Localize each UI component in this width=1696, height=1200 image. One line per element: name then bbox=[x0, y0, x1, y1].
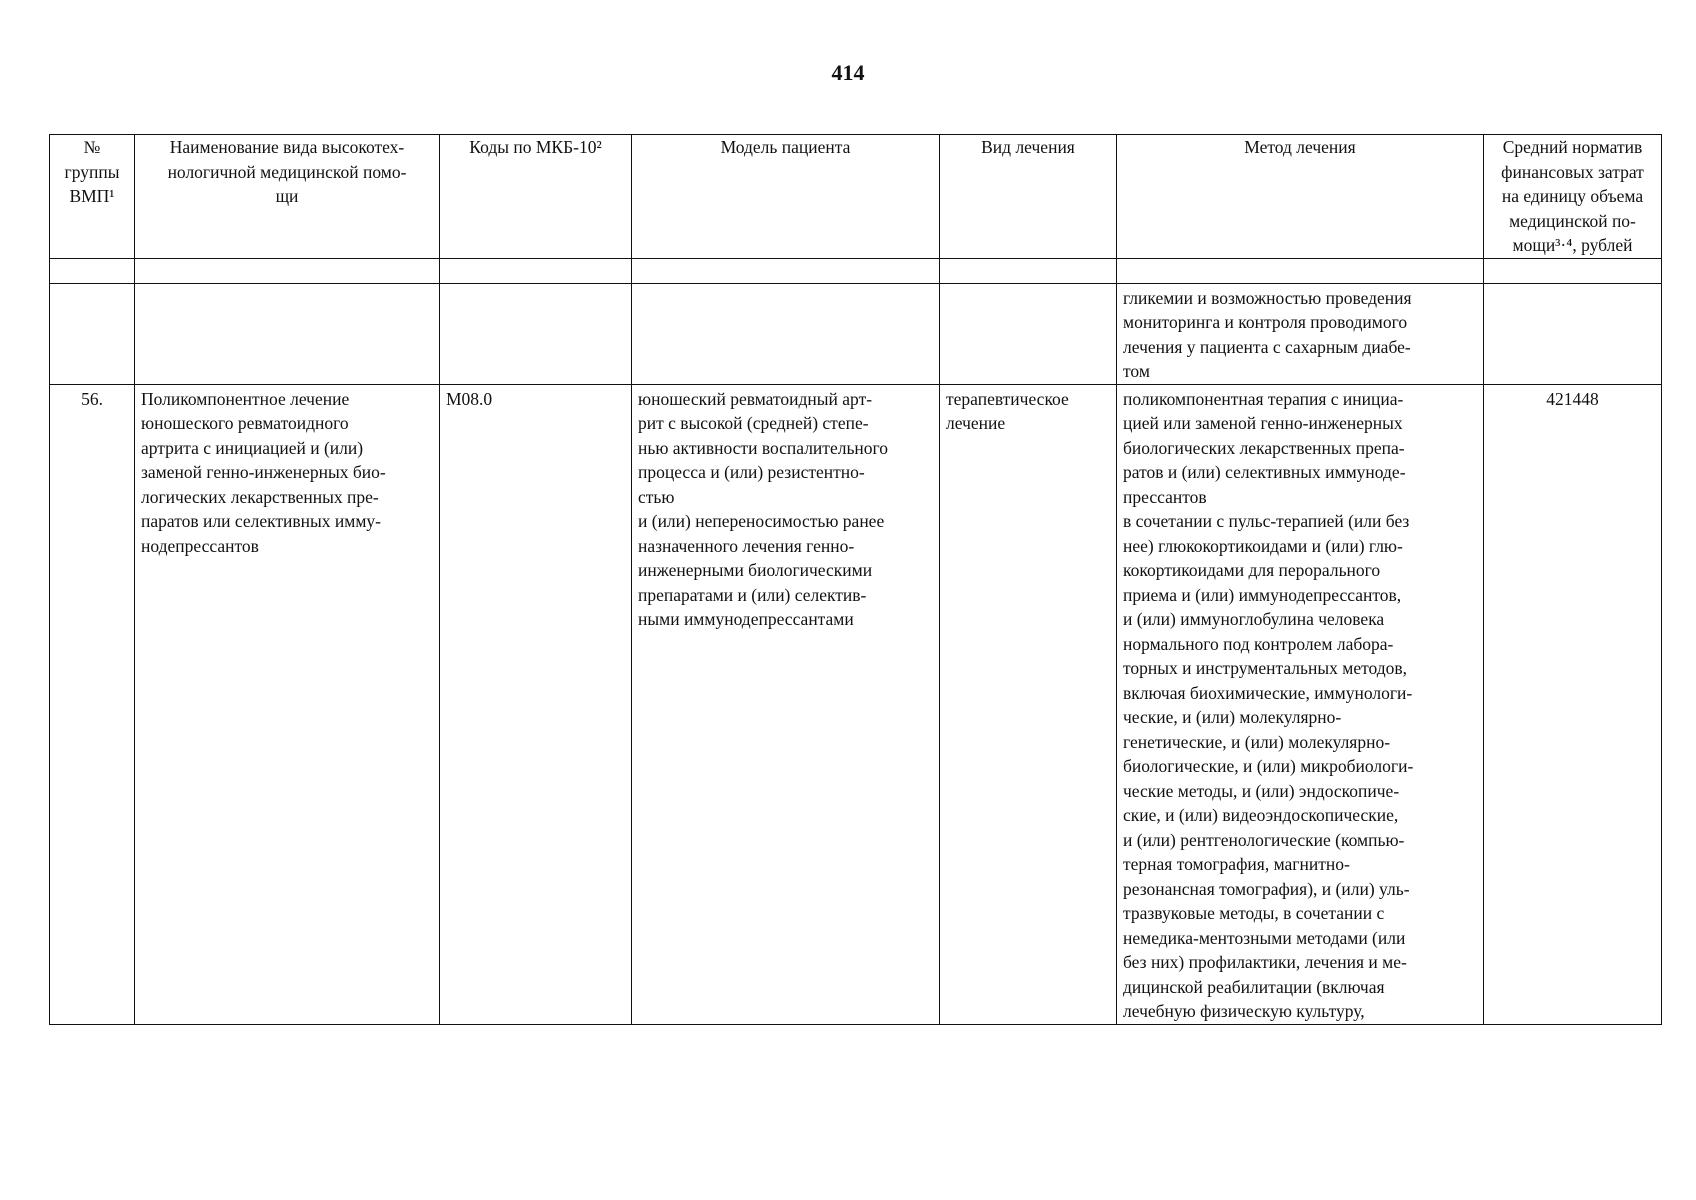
spacer-row bbox=[50, 258, 1662, 283]
vmp-table bbox=[49, 134, 1662, 1025]
header-patient-model: Модель пациента bbox=[632, 135, 940, 259]
table-row bbox=[50, 384, 1662, 1024]
header-treatment-method: Метод лечения bbox=[1117, 135, 1484, 259]
continuation-method-cell: гликемии и возможностью проведения мониторинга и контроля проводимого лечения у пациента с сахарным диабе- том bbox=[1117, 283, 1484, 384]
treatment-type-cell: терапевтическое лечение bbox=[940, 384, 1117, 1024]
cost-cell: 421448 bbox=[1484, 384, 1662, 1024]
header-name: Наименование вида высокотех- нологичной медицинской помо- щи bbox=[135, 135, 440, 259]
name-cell: Поликомпонентное лечение юношеского ревматоидного артрита с инициацией и (или) заменой генно-инженерных био- логических лекарственных пре- паратов или селективных имму- нодепрессантов bbox=[135, 384, 440, 1024]
treatment-method-cell: поликомпонентная терапия с инициа- цией или заменой генно-инженерных биологических лекарственных препа- ратов и (или) селективных иммуноде- прессантов в сочетании с пульс-терапией (или без нее) глюкокортикоидами и (или) глю- кокортикоидами для перорального приема и (или) иммунодепрессантов, и (или) иммуноглобулина человека нормального под контролем лабора- торных и инструментальных методов, включая биохимические, иммунологи- ческие, и (или) молекулярно- генетические, и (или) молекулярно- биологические, и (или) микробиологи- ческие методы, и (или) эндоскопиче- ские, и (или) видеоэндоскопические, и (или) рентгенологические (компью- терная томография, магнитно- резонансная томография), и (или) уль- тразвуковые методы, в сочетании с немедика-ментозными методами (или без них) профилактики, лечения и ме- дицинской реабилитации (включая лечебную физическую культуру, bbox=[1117, 384, 1484, 1024]
group-number-cell: 56. bbox=[50, 384, 135, 1024]
header-icd-codes: Коды по МКБ-10² bbox=[440, 135, 632, 259]
page-number: 414 bbox=[831, 60, 865, 85]
header-group-number: № группы ВМП¹ bbox=[50, 135, 135, 259]
header-row bbox=[50, 135, 1662, 259]
header-cost: Средний норматив финансовых затрат на единицу объема медицинской по- мощи³·⁴, рублей bbox=[1484, 135, 1662, 259]
patient-model-cell: юношеский ревматоидный арт- рит с высокой (средней) степе- нью активности воспалительного процесса и (или) резистентно- стью и (или) непереносимостью ранее назначенного лечения генно- инженерными биологическими препаратами и (или) селектив- ными иммунодепрессантами bbox=[632, 384, 940, 1024]
header-treatment-type: Вид лечения bbox=[940, 135, 1117, 259]
continuation-row bbox=[50, 283, 1662, 384]
icd-codes-cell: M08.0 bbox=[440, 384, 632, 1024]
